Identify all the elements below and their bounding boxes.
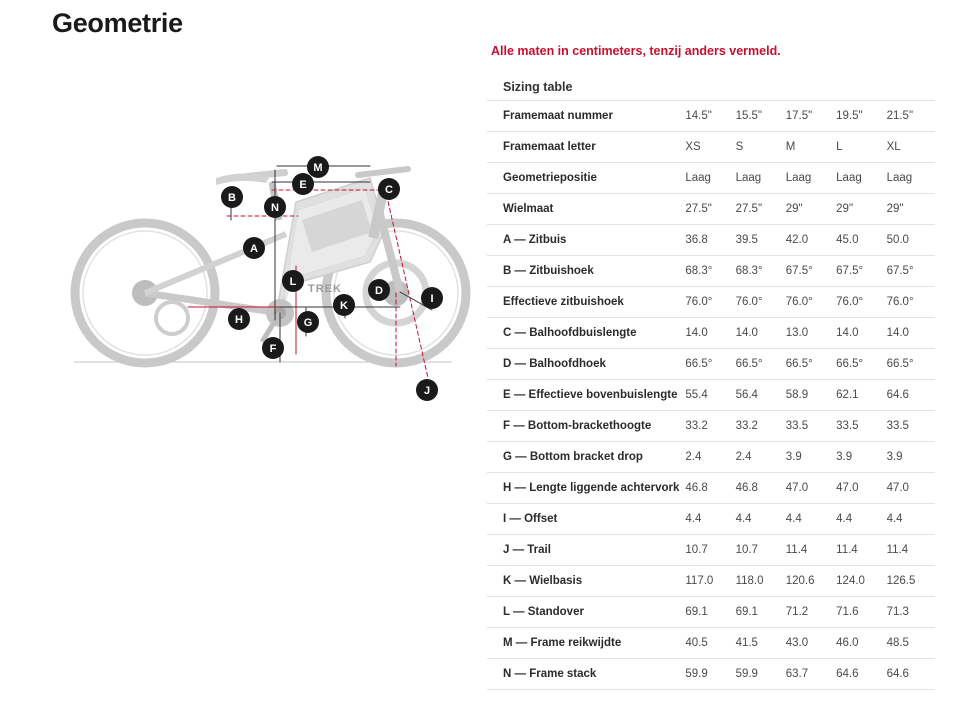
- row-value: 71.6: [834, 597, 884, 628]
- callout-H: [228, 308, 250, 330]
- svg-text:B: B: [228, 192, 236, 204]
- row-value: 76.0°: [784, 287, 834, 318]
- row-value: 56.4: [734, 380, 784, 411]
- row-value: 66.5°: [885, 349, 935, 380]
- row-value: 19.5": [834, 101, 884, 132]
- callout-B: [221, 186, 243, 208]
- row-value: 27.5": [683, 194, 733, 225]
- row-value: 45.0: [834, 225, 884, 256]
- row-value: 10.7: [683, 535, 733, 566]
- row-value: 4.4: [683, 504, 733, 535]
- row-value: 43.0: [784, 628, 834, 659]
- row-value: 47.0: [834, 473, 884, 504]
- table-row: [487, 349, 935, 380]
- row-label: B — Zitbuishoek: [487, 256, 683, 287]
- row-value: 59.9: [683, 659, 733, 690]
- row-value: 69.1: [734, 597, 784, 628]
- saddle: [216, 173, 270, 185]
- row-value: 67.5°: [885, 256, 935, 287]
- row-value: M: [784, 132, 834, 163]
- row-value: 46.0: [834, 628, 884, 659]
- svg-text:H: H: [235, 314, 243, 326]
- brand-text: TREK: [308, 283, 342, 295]
- row-value: 118.0: [734, 566, 784, 597]
- svg-text:G: G: [303, 317, 313, 329]
- row-value: 21.5": [885, 101, 935, 132]
- row-value: 64.6: [885, 659, 935, 690]
- row-value: 47.0: [885, 473, 935, 504]
- row-value: 47.0: [784, 473, 834, 504]
- table-row: [487, 535, 935, 566]
- units-notice: Alle maten in centimeters, tenzij anders vermeld.: [491, 44, 781, 58]
- row-value: 11.4: [784, 535, 834, 566]
- row-value: 46.8: [734, 473, 784, 504]
- row-value: 2.4: [683, 442, 733, 473]
- sizing-table: [487, 100, 935, 690]
- row-label: M — Frame reikwijdte: [487, 628, 683, 659]
- row-value: 36.8: [683, 225, 733, 256]
- row-value: 11.4: [885, 535, 935, 566]
- table-row: [487, 659, 935, 690]
- row-value: 71.3: [885, 597, 935, 628]
- rear-triangle: [145, 234, 294, 342]
- svg-text:I: I: [430, 293, 434, 305]
- svg-text:F: F: [269, 343, 277, 355]
- row-label: A — Zitbuis: [487, 225, 683, 256]
- row-label: Wielmaat: [487, 194, 683, 225]
- row-value: 66.5°: [734, 349, 784, 380]
- table-row: [487, 380, 935, 411]
- row-value: 29": [885, 194, 935, 225]
- table-row: [487, 566, 935, 597]
- row-label: L — Standover: [487, 597, 683, 628]
- table-row: [487, 132, 935, 163]
- bike-geometry-diagram: [40, 70, 470, 397]
- row-value: 66.5°: [784, 349, 834, 380]
- table-row: [487, 318, 935, 349]
- row-value: 120.6: [784, 566, 834, 597]
- row-value: Laag: [683, 163, 733, 194]
- row-label: I — Offset: [487, 504, 683, 535]
- row-value: 69.1: [683, 597, 733, 628]
- table-row: [487, 442, 935, 473]
- callout-E: [292, 173, 314, 195]
- row-value: 66.5°: [834, 349, 884, 380]
- row-value: 59.9: [734, 659, 784, 690]
- row-value: 41.5: [734, 628, 784, 659]
- row-value: XS: [683, 132, 733, 163]
- svg-text:N: N: [271, 202, 279, 214]
- callout-G: [297, 311, 319, 333]
- row-value: 14.0: [834, 318, 884, 349]
- table-row: [487, 411, 935, 442]
- svg-text:A: A: [250, 243, 258, 255]
- row-label: K — Wielbasis: [487, 566, 683, 597]
- cassette: [156, 302, 188, 334]
- row-value: 63.7: [784, 659, 834, 690]
- callout-N: [264, 196, 286, 218]
- row-value: 68.3°: [734, 256, 784, 287]
- row-value: 29": [834, 194, 884, 225]
- svg-text:E: E: [299, 179, 307, 191]
- row-value: 64.6: [834, 659, 884, 690]
- svg-text:M: M: [313, 162, 323, 174]
- callout-A: [243, 237, 265, 259]
- table-row: [487, 287, 935, 318]
- row-label: N — Frame stack: [487, 659, 683, 690]
- row-value: 3.9: [834, 442, 884, 473]
- table-row: [487, 473, 935, 504]
- row-value: 14.0: [683, 318, 733, 349]
- row-label: Geometriepositie: [487, 163, 683, 194]
- callout-M: [307, 156, 329, 178]
- row-value: 42.0: [784, 225, 834, 256]
- row-value: 33.5: [834, 411, 884, 442]
- row-value: 68.3°: [683, 256, 733, 287]
- row-value: 62.1: [834, 380, 884, 411]
- row-value: 50.0: [885, 225, 935, 256]
- row-label: D — Balhoofdhoek: [487, 349, 683, 380]
- row-value: Laag: [734, 163, 784, 194]
- callout-C: [378, 178, 400, 200]
- callout-I: [421, 287, 443, 309]
- row-value: 55.4: [683, 380, 733, 411]
- row-value: 64.6: [885, 380, 935, 411]
- callout-L: [282, 270, 304, 292]
- row-value: 67.5°: [834, 256, 884, 287]
- row-label: Framemaat nummer: [487, 101, 683, 132]
- callout-D: [368, 279, 390, 301]
- row-value: 126.5: [885, 566, 935, 597]
- row-value: 2.4: [734, 442, 784, 473]
- row-value: 4.4: [784, 504, 834, 535]
- row-value: 15.5": [734, 101, 784, 132]
- row-value: 76.0°: [885, 287, 935, 318]
- row-value: 124.0: [834, 566, 884, 597]
- row-value: 3.9: [885, 442, 935, 473]
- svg-text:L: L: [289, 276, 297, 288]
- row-value: 4.4: [734, 504, 784, 535]
- row-label: J — Trail: [487, 535, 683, 566]
- row-value: 33.2: [734, 411, 784, 442]
- row-label: H — Lengte liggende achtervork: [487, 473, 683, 504]
- row-value: 11.4: [834, 535, 884, 566]
- row-value: Laag: [784, 163, 834, 194]
- row-value: 67.5°: [784, 256, 834, 287]
- row-value: 29": [784, 194, 834, 225]
- callout-K: [333, 294, 355, 316]
- row-label: Framemaat letter: [487, 132, 683, 163]
- callout-J: [416, 379, 438, 401]
- row-value: XL: [885, 132, 935, 163]
- table-row: [487, 163, 935, 194]
- sizing-table-body: [487, 101, 935, 690]
- row-value: 66.5°: [683, 349, 733, 380]
- table-row: [487, 194, 935, 225]
- row-value: 76.0°: [734, 287, 784, 318]
- row-value: 13.0: [784, 318, 834, 349]
- row-label: F — Bottom-brackethoogte: [487, 411, 683, 442]
- row-value: 33.5: [885, 411, 935, 442]
- row-value: 117.0: [683, 566, 733, 597]
- row-value: 14.0: [734, 318, 784, 349]
- row-value: 76.0°: [683, 287, 733, 318]
- row-value: 27.5": [734, 194, 784, 225]
- svg-text:D: D: [375, 285, 383, 297]
- table-row: [487, 225, 935, 256]
- row-value: 40.5: [683, 628, 733, 659]
- table-row: [487, 628, 935, 659]
- svg-text:K: K: [340, 300, 348, 312]
- table-caption: Sizing table: [503, 80, 573, 94]
- page-title: Geometrie: [52, 8, 183, 38]
- row-value: 58.9: [784, 380, 834, 411]
- row-value: L: [834, 132, 884, 163]
- row-value: 39.5: [734, 225, 784, 256]
- row-value: 10.7: [734, 535, 784, 566]
- bike-diagram-svg: [40, 70, 470, 397]
- svg-text:J: J: [423, 385, 431, 397]
- row-value: 14.5": [683, 101, 733, 132]
- callout-F: [262, 337, 284, 359]
- table-row: [487, 504, 935, 535]
- row-value: 48.5: [885, 628, 935, 659]
- svg-text:C: C: [385, 184, 393, 196]
- row-value: 17.5": [784, 101, 834, 132]
- row-value: Laag: [885, 163, 935, 194]
- row-value: S: [734, 132, 784, 163]
- row-value: 46.8: [683, 473, 733, 504]
- row-value: 4.4: [885, 504, 935, 535]
- row-value: 14.0: [885, 318, 935, 349]
- row-value: 4.4: [834, 504, 884, 535]
- row-value: Laag: [834, 163, 884, 194]
- row-label: C — Balhoofdbuislengte: [487, 318, 683, 349]
- row-value: 33.2: [683, 411, 733, 442]
- table-row: [487, 597, 935, 628]
- sizing-table-section: [487, 44, 935, 690]
- table-row: [487, 101, 935, 132]
- row-label: Effectieve zitbuishoek: [487, 287, 683, 318]
- row-value: 76.0°: [834, 287, 884, 318]
- row-value: 71.2: [784, 597, 834, 628]
- row-value: 33.5: [784, 411, 834, 442]
- table-row: [487, 256, 935, 287]
- row-value: 3.9: [784, 442, 834, 473]
- row-label: G — Bottom bracket drop: [487, 442, 683, 473]
- row-label: E — Effectieve bovenbuislengte: [487, 380, 683, 411]
